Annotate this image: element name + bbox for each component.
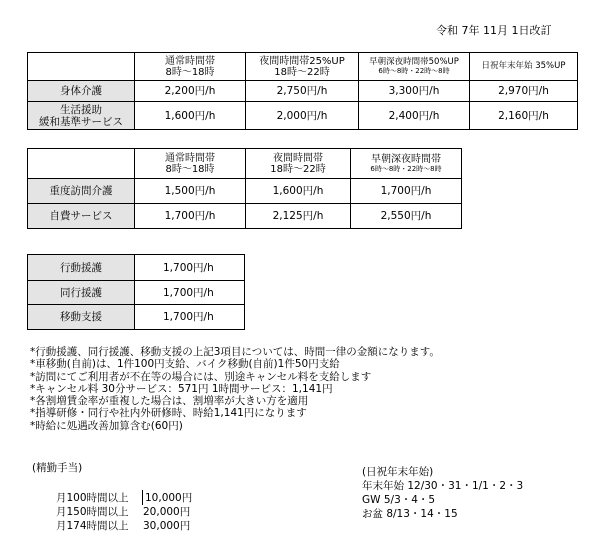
cell-value: 2,750円/h (246, 81, 359, 102)
cell-value: 1,700円/h (135, 305, 245, 330)
rate-table-care (27, 52, 578, 130)
row-label-self-pay: 自費サービス (28, 204, 135, 229)
row-label-life-support: 生活援助 緩和基準サービス (28, 102, 135, 130)
note-line: *各割増賃金率が重複した場合は、割増率が大きい方を適用 (30, 395, 309, 408)
row-label-behavior-support: 行動援護 (28, 255, 135, 281)
holidays-title: (日祝年末年始) (362, 466, 434, 478)
rate-table-visit (27, 148, 462, 229)
header-normal: 通常時間帯 8時～18時 (135, 53, 246, 81)
header-night: 夜間時間帯 18時～22時 (246, 149, 351, 179)
cell-value: 2,000円/h (246, 102, 359, 130)
cell-value: 1,700円/h (135, 204, 246, 229)
cell-value: 2,200円/h (135, 81, 246, 102)
header-holiday: 日祝年末年始 35%UP (470, 53, 578, 81)
bonus-title: (精勤手当) (32, 462, 83, 474)
cell-value: 3,300円/h (359, 81, 470, 102)
cell-value: 1,700円/h (351, 179, 462, 204)
cell-value: 1,600円/h (135, 102, 246, 130)
cell-value: 1,600円/h (246, 179, 351, 204)
cell-value: 2,400円/h (359, 102, 470, 130)
header-early-late: 早朝深夜時間帯 6時～8時・22時～8時 (351, 149, 462, 179)
bonus-item: 月174時間以上 30,000円 (56, 520, 191, 532)
note-line: *時給に処遇改善加算含む(60円) (30, 419, 183, 432)
cell-value: 2,125円/h (246, 204, 351, 229)
header-early-late: 早朝深夜時間帯50%UP 6時～8時・22時～8時 (359, 53, 470, 81)
header-night: 夜間時間帯25%UP 18時～22時 (246, 53, 359, 81)
holiday-item: 年末年始 12/30・31・1/1・2・3 (362, 480, 524, 492)
cell-value: 1,500円/h (135, 179, 246, 204)
cell-value: 1,700円/h (135, 281, 245, 305)
bonus-item: 月100時間以上 10,000円 (56, 492, 193, 504)
note-line: *指導研修・同行や社内外研修時、時給1,141円になります (30, 407, 307, 420)
note-line: *訪問にてご利用者が不在等の場合には、別途キャンセル料を支給します (30, 370, 372, 383)
note-line: *キャンセル料 30分サービス：571円 1時間サービス：1,141円 (30, 382, 333, 395)
row-label-mobility-support: 移動支援 (28, 305, 135, 330)
row-label-accompany-support: 同行援護 (28, 281, 135, 305)
cell-value: 2,550円/h (351, 204, 462, 229)
note-line: *車移動(自前)は、1件100円支給、バイク移動(自前)1件50円支給 (30, 358, 340, 371)
note-line: *行動援護、同行援護、移動支援の上記3項目については、時間一律の金額になります。 (30, 346, 440, 358)
row-label-severe-visit: 重度訪問介護 (28, 179, 135, 204)
header-corner (28, 149, 135, 179)
header-normal: 通常時間帯 8時～18時 (135, 149, 246, 179)
cell-value: 1,700円/h (135, 255, 245, 281)
bonus-item: 月150時間以上 20,000円 (56, 506, 191, 518)
holiday-item: GW 5/3・4・5 (362, 494, 436, 506)
header-corner (28, 53, 135, 81)
holiday-item: お盆 8/13・14・15 (362, 508, 458, 520)
notes (30, 346, 440, 432)
cell-value: 2,970円/h (470, 81, 578, 102)
cell-value: 2,160円/h (470, 102, 578, 130)
revision-date: 令和 7年 11月 1日改訂 (436, 24, 552, 37)
row-label-body-care: 身体介護 (28, 81, 135, 102)
rate-table-mobility (27, 254, 245, 330)
